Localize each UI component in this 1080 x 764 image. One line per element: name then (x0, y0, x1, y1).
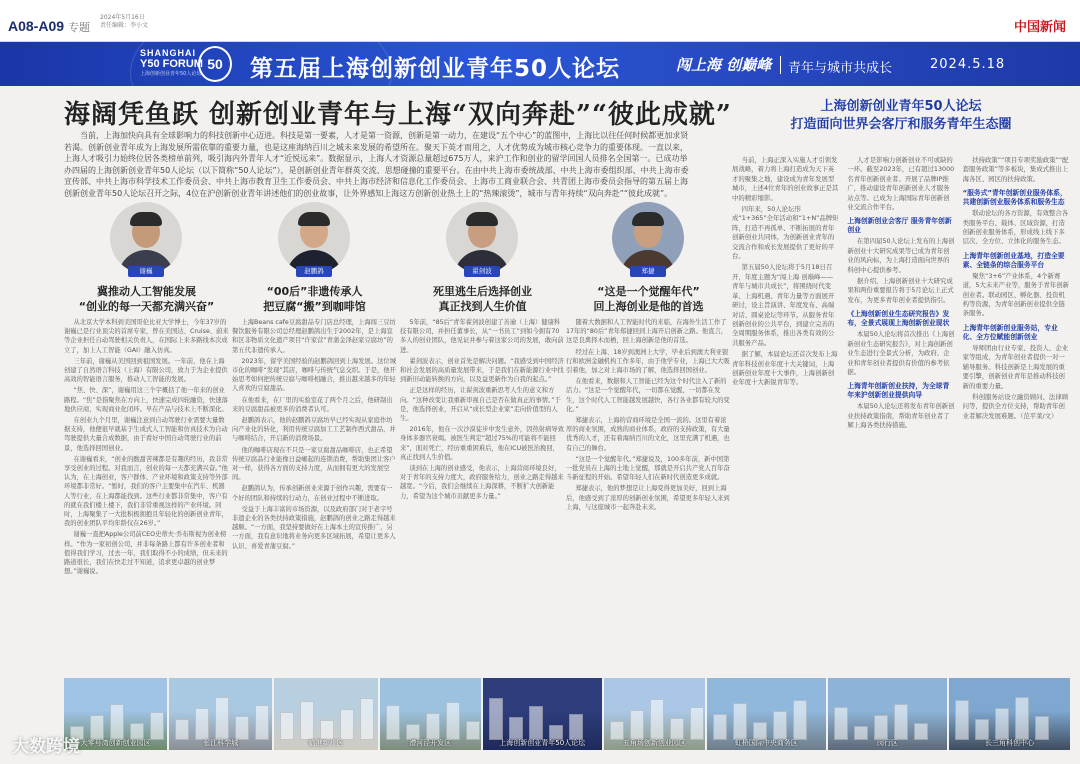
photo-caption: 长三角科创中心 (984, 739, 1034, 747)
building-shape (874, 715, 888, 740)
forum-banner (0, 42, 1080, 86)
portrait-photo (612, 202, 684, 274)
paragraph: 他的咖啡店现在不只是一家豆腐甜品咖啡店，也正希望传统豆腐品行业能像日益崛起的连锁消费，帮助集团让客户对一样，获得各方面的支持力度，从而拥有更大的发展空间。 (232, 446, 396, 482)
paragraph: 四年来，50人论坛形成“1+365”全年活动和“1+N”品牌矩阵，打造不再孤单、不断拓展的青年创新创业共同体，为创新创业青年的交流合作和成长发展提供了更好的平台。 (732, 205, 839, 261)
paragraph: 三年前，谢巍从美国回到祖国发展。一年前，他在上海创建了自然语言科技（上海）有限公司，致力于为企业提供高效的智能语言服务，推动人工智能的发展。 (64, 357, 228, 384)
banner-divider (780, 56, 781, 74)
building-shape (713, 714, 727, 740)
meta-editor: 责任编辑：李小文 (100, 22, 149, 29)
building-shape (489, 698, 503, 740)
building-shape (670, 718, 684, 740)
card-title (566, 284, 731, 314)
sidebar-subheading: 上海青年创新创业服务站，专业化、全方位赋能创新创业 (962, 323, 1058, 341)
building-shape (690, 707, 704, 740)
paragraph: 上海Beans cafe豆腐甜品专门店总经理，上海闯三豆坊餐饮服务有限公司总经理赵鹏鸽出生于2002年，是上海宣和区非物质文化遗产项目“许家营”青蒲金泽赵家豆腐坊”的第五代非遗传承人。 (232, 319, 396, 354)
paragraph: 据介绍，上海创新创业十大研究成果和两份重要报告将于5月论坛上正式发布，为更多青年创业者提供指引。 (847, 277, 954, 304)
paragraph: 翟剑波表示，创业首先是解决问题。“我感受到中国经济和社会发展的高质量发展带来，于是我们在新能源行业中找到新旧动能转换的方向，以及益更新作为自我的起点。” (400, 357, 564, 384)
photo-caption: 临港新片区 (308, 739, 344, 747)
watermark: 大数跨境 (12, 737, 80, 757)
sidebar-column (963, 156, 1070, 676)
profile-card (232, 202, 397, 658)
sidebar-column (732, 156, 839, 676)
sidebar-subheading: 上海青年创新创业基地，打造全要素、全链条的综合服务平台 (962, 251, 1065, 269)
card-title-line: 把豆腐“搬”到咖啡馆 (263, 300, 366, 313)
paragraph: 受益于上海丰富的市场资源，以及政府部门对于老字号非遗企业的各类扶持政策措施，赵鹏鸽的创业之路走得越来越顺。“一方面，我坚持要做好在上海本土的宣传推广，另一方面，我有意识地将业务向更多区域拓展，希望让更多人认识、喜爱青蒲豆腐。” (232, 505, 396, 550)
paragraph: 联动论坛的各方资源，有效整合各类服务平台、载体、区域资源，打造创新创业服务体系，形成线上线下多层次、全方位、立体化的服务生态。 (962, 209, 1069, 246)
paragraph: 赵鹏鸽表示，他的赵鹏鸽豆腐坊早已经实现从家庭作坊向产业化的转化，利用传统豆腐加工工艺制作西式甜品，并与咖啡结合，开启新的消费场景。 (232, 417, 396, 443)
paragraph: 在创业九个月里，谢巍注意到自动驾驶行业需要大量数据支持，他便很早就基于生成式人工智能和仿真技术为自动驾驶提供大量合成数据，由于看好中国自动驾驶行业的前景，他选择回国创业。 (64, 417, 228, 452)
building-shape (529, 706, 543, 740)
paragraph: 随着大数据和人工智能时代的来临，在海外生活工作了17年的“80后”青年郑捷回到上海开启创新之路。他直言，这是良禽择木而栖，回上海创新是他的首选。 (566, 319, 728, 345)
paragraph: 谢巍一直把Apple公司前CEO史蒂夫·乔布斯视为创业榜样。“作为一家初创公司，并非每条路上都有许多创业者和值得我们学习，过去一年，我们取得不小的成绩，但未来的路道很长，我们在快走过不知道，追求更卓越的创业梦想。”谢巍说。 (64, 531, 228, 576)
district-photo (949, 678, 1070, 750)
photo-caption: 张江科学城 (203, 739, 239, 747)
building-shape (300, 701, 314, 740)
portrait-photo (446, 202, 518, 274)
page-header (0, 0, 1080, 42)
building-shape (255, 705, 269, 740)
article-intro: 当前，上海加快向具有全球影响力的科技创新中心迈进。科技是第一要素，人才是第一资源，创新是第一动力，在建设“五个中心”的蓝图中，上海比以往任何时候都更加求贤若渴。创新创业青年成为上海发展所需依靠的重要力量，也是这座海纳百川之城未来发展的希望所在。聚天下英才而用之，人才优势成为城市核心竞争力的重要体现。一直以来，上海人才吸引力始终位居各类榜单前列，吸引海内外青年人才“近悦远来”。数据显示，上海人才资源总量超过675万人，来沪工作和创业的留学回国人员排名全国第一。已成功举办四届的上海创新创业青年50人论坛（以下简称“50人论坛”），是创新创业青年群英交流、思想碰撞的重要平台。在由中共上海市委统战部、中共上海市委组织部、中共上海市委宣传部、中共上海市科学技术工作委员会、中共上海市教育卫生工作委员会、中共上海市经济和信息化工作委员会、上海市工商业联合会、共青团上海市委员会指导的第五届上海创新创业青年50人论坛召开之际，4位在沪创新创业青年讲述他们的创业故事，让外界感知上海这方创新创业热土上的“热辣滚烫”，城市与青年持续“双向奔赴”“彼此成就”。 (64, 131, 689, 198)
card-body (232, 318, 397, 658)
building-shape (90, 715, 104, 740)
paragraph: 本届50人论坛将首次推出《上海创新创业生态研究报告》，对上海创新创业生态进行全景式分析，为政府、企业和青年创业者提供有价值的参考依据。 (847, 330, 955, 376)
sidebar-subheading: 上海青年创新创业扶持，为全球青年来沪创新创业提供向导 (847, 382, 950, 400)
sidebar-column (847, 156, 954, 676)
paragraph: 5年前，“85后”青年翟剑波创建了善逾（上海）健康科技有限公司，并担任董事长，从“一书员工”到如今拥有70多人的创业团队，他见证并参与着这家公司的发展，敢向前进。 (400, 319, 564, 354)
paragraph: 导师团由行业专家、投资人、企业家等组成，为青年创业者提供一对一辅导服务。科技创新是上海发展的重要引擎，创新创业青年是推动科技创新的重要力量。 (962, 343, 1069, 390)
building-shape (569, 714, 583, 740)
profile-card (566, 202, 731, 658)
building-shape (733, 703, 747, 740)
building-shape (110, 704, 124, 740)
paragraph: 赵鹏鸽认为，传承创新创业来源于创作兴趣，需要有一个好的团队和持续的行动力，在创业过程中不断进取。 (232, 485, 393, 502)
profile-card (400, 202, 565, 658)
paragraph: 扶持政策”“项目专项奖励政策”“配套服务政策”等多板块，集成式推出上海各区、园区的扶持政策。 (962, 156, 1069, 183)
card-body (400, 318, 565, 658)
building-shape (773, 711, 787, 740)
building-shape (834, 707, 848, 740)
paragraph: 谈到在上海的创业感受，他表示，上海营商环境良好，对于青年的支持力度大，政府服务给力，创业之路走得越来越宽。“今后，我们会继续在上海深耕，不断扩大创新能力，希望为这个城市贡献更多力量。” (400, 465, 564, 500)
banner-theme: 青年与城市共成长 (788, 61, 893, 76)
paragraph: 2023年，留学美国经验的赵鹏鸽回到上海发展。这位城市化的咖啡“发现”其店，咖啡与传统气息交织。于是，他开始思考如何把传统豆腐与咖啡相融合，推出越来越多的年轻人喜欢的豆腐甜品。 (232, 357, 396, 393)
sidebar-subheading: 上海创新创业会客厅 服务青年创新创业 (847, 217, 952, 235)
photo-caption: 五角场创新创业园区 (622, 739, 686, 747)
forum-logo-line1: SHANGHAI (140, 48, 197, 58)
building-shape (630, 710, 644, 740)
meta-date: 2024年5月16日 (100, 14, 145, 21)
photo-caption: 大零号湾创新创业园区 (80, 739, 151, 747)
paragraph: 郑捷表示，他的梦想是让上海变得更加美好，回到上海后，他感受到了浓厚的创新创业氛围，希望更多年轻人来到上海，与这座城市一起奔赴未来。 (566, 485, 730, 511)
paragraph: 经过在上海、18岁到澳洲上大学，毕业后到澳大利亚银行和欧洲金融机构工作多年，由于他学专业，上海已大大吸引着他，加之对上海市场的了解，他选择回国创业。 (566, 348, 730, 375)
photo-caption: 闵行区 (876, 739, 898, 747)
photo-strip (64, 678, 1070, 750)
building-shape (426, 713, 440, 740)
portrait-photo (278, 202, 350, 274)
paragraph: 科创服务站设立融资顾问、法律顾问等，提供全方位支持，帮助青年创业者解决发展难题。（范平莱/文） (962, 392, 1069, 420)
card-title-line: 死里逃生后选择创业 (433, 285, 532, 298)
building-shape (975, 719, 989, 740)
banner-slogan: 闯上海 创巅峰 (676, 56, 772, 74)
paragraph: 在他看来，在厂里的实验室花了两个月之后，他研制出来的豆腐甜品被更多的消费者认可。 (232, 396, 393, 413)
sidebar-title-line1: 上海创新创业青年50人论坛 (820, 99, 982, 114)
card-title-line: “这是一个觉醒年代” (597, 285, 700, 298)
paragraph: 在第四届50人论坛上发布的上海创新创业十大研究成果等已成为青年创业的风向标，为上海打造面向世界的科创中心提供参考。 (847, 237, 955, 274)
card-title (232, 284, 397, 314)
paragraph: 第五届50人论坛将于5月18日召开，年度主题为“闯上海 创巅峰——青年与城市共成长”，将围绕时代变革、上海机遇、青年力量等方面展开研讨，设主旨演讲、年度发布、高端对话、圆桌论坛等环节。从服务青年创新创业的公共平台，到建立完善的全周期服务体系，推出各类有效的公共服务产品。 (732, 263, 835, 347)
forum-logo-line2: Y50 FORUM (140, 58, 203, 70)
district-photo (828, 678, 947, 750)
name-tag: 赵鹏鸽 (296, 266, 332, 277)
card-body (64, 318, 229, 658)
card-title-line: 冀推动人工智能发展 (97, 285, 196, 298)
sidebar-subheading: 《上海创新创业生态研究报告》发布，全景式展现上海创新创业现状 (847, 310, 950, 328)
sidebar-article (732, 98, 1070, 678)
photo-caption: 上海创新创业青年50人论坛 (499, 739, 586, 747)
name-tag: 翟剑波 (464, 266, 500, 277)
district-photo (380, 678, 481, 750)
district-photo (707, 678, 826, 750)
paragraph: 在他看来，数据和人工智能已经为这个时代注入了新的活力。“这是一个觉醒年代，一切都在觉醒，一切都在发生，这个时代人工智能越发展越快，各行各业都有较大的变化。” (566, 378, 730, 413)
sidebar-subheading: “服务式”青年创新创业服务体系，共建创新创业服务体系和服务生态 (962, 189, 1067, 207)
building-shape (235, 716, 249, 740)
photo-caption: 漕河泾开发区 (409, 739, 452, 747)
card-body (566, 318, 731, 658)
photo-caption: 虹桥国际中央商务区 (734, 739, 798, 747)
building-shape (215, 697, 229, 740)
name-tag: 谢巍 (128, 266, 164, 277)
building-shape (1035, 716, 1049, 740)
sidebar-title-line2: 打造面向世界会客厅和服务青年生态圈 (790, 117, 1012, 132)
section-label: 专题 (68, 22, 91, 34)
paragraph: 聚焦“3+6”产业体系，4个新赛道，5大未来产业等，服务于青年创新创业者。联动园区、孵化器、投资机构等资源，为青年创新创业提供全链条服务。 (962, 271, 1069, 318)
portrait-photo (110, 202, 182, 274)
card-title-line: 回上海创业是他的首选 (593, 300, 704, 313)
paragraph: 郑捷表示，上海的营商环境是全国一流的。这里有着浓厚的商业氛围，成熟的商业体系，政府的支持政策，有大量优秀的人才，还有着海纳百川的文化，这里充满了机遇，也有自己的舞台。 (566, 417, 730, 452)
building-shape (995, 708, 1009, 740)
card-title (400, 284, 565, 314)
sidebar-columns (732, 156, 1070, 676)
district-photo (483, 678, 602, 750)
building-shape (175, 719, 189, 740)
page-meta (100, 14, 148, 30)
building-shape (509, 717, 523, 740)
building-shape (320, 720, 334, 740)
building-shape (793, 700, 807, 740)
paragraph: 在谢巍看来，“创业的酸甜苦辣都是有趣的经历，我非常享受创业的过程。对我而言，创业的每一天都充满兴奋。”他认为，在上海创业，客户群体、产业环境和政策支持等外部环境都非常好。“暂时，我们的客户主要集中在汽车、机器人等行业，在上海都能找到。这些行业都非常集中，客户有的就在我们楼上楼下，我们非常重视这样的产业环境。同时，上海聚集了一大批积极拥抱且年轻化的创新创业青年，我的创业团队平均年龄仅在26岁。” (64, 455, 228, 528)
district-photo (169, 678, 272, 750)
building-shape (280, 712, 294, 740)
building-shape (386, 705, 400, 740)
card-title-line: 真正找到人生价值 (438, 300, 527, 313)
article-headline: 海阔凭鱼跃 创新创业青年与上海“双向奔赴”“彼此成就” (64, 100, 732, 130)
name-tag: 郑捷 (630, 266, 666, 277)
building-shape (150, 712, 164, 740)
building-shape (894, 704, 908, 740)
page-number-text: A08-A09 (8, 18, 65, 34)
paragraph: “这是一个觉醒年代。”郑捷说及，100多年前，新中国第一批党员在上海的土地上觉醒，那就是开启共产党人百年奋斗新征程的开始。希望年轻人们在新时代创造更多成就。 (566, 455, 730, 482)
sidebar-title (732, 98, 1070, 134)
paragraph: 本届50人论坛还将发布青年创新创业扶持政策指南，帮助青年创业者了解上海各类扶持措施。 (847, 402, 955, 430)
paragraph: 人才是影响力创新创业不可或缺的一环。截至2023年，已有超过13000名青年创新创业者。开展了品牌IP推广，推动建设青年创新创业人才服务站点等。已成为上海国际青年创新创业交流合作平台。 (847, 156, 955, 212)
card-title-line: “创业的每一天都充满兴奋” (78, 300, 215, 313)
building-shape (360, 698, 374, 740)
card-title (64, 284, 229, 314)
banner-date: 2024.5.18 (930, 57, 1006, 72)
building-shape (446, 702, 460, 740)
fifty-emblem: 50 (198, 46, 232, 82)
paragraph: 据了解，本届论坛还首次发布上海青年科技创业年度十大关键词，上海创新创业年度十大事件，上海创新创业年度十大新锐青年等。 (732, 350, 838, 387)
banner-title: 第五届上海创新创业青年50人论坛 (250, 56, 621, 82)
building-shape (195, 708, 209, 740)
forum-logo-line3: 上海创新创业青年50人论坛 (140, 71, 202, 77)
building-shape (1015, 697, 1029, 740)
district-photo (274, 678, 377, 750)
building-shape (955, 700, 969, 740)
card-title-line: “00后”非遗传承人 (266, 285, 363, 298)
profile-card (64, 202, 229, 658)
paragraph: 2016年，他在一次沙漠徒步中发生意外，因热射病导致身体多器官衰竭。被医生判定“超过75%的可能将不能回来”，面对死亡，经历重重困难后，他在ICU被医治挽回，真正找到人生价值。 (400, 426, 564, 461)
paragraph: 当前，上海正深入实施人才引领发展战略，着力将上海打造成为天下英才的聚集之地，建设成为青年发展型城市，上述4位青年的创业故事正是其中的精彩缩影。 (732, 156, 839, 202)
paragraph: “焦、快、深”，谢巍用这三个字概括了他一年来的创业路程。“焦”是指聚焦在方向上，快速完成四轮融资，快速落地供应商，实现商业化闭环。早在产品与技术上不断深化。 (64, 387, 228, 413)
building-shape (340, 709, 354, 740)
page-number (8, 18, 90, 35)
building-shape (650, 699, 664, 740)
paragraph: 从北京大学本科到美国哥伦比亚大学博士，今年37岁的谢巍已是行业顶尖的首席专家，曾在美国达、Cruise、蔚来等企业担任自动驾驶相关负责人，在国际上来多路线本次成立了，加上人工智能（GAI）融入仿真。 (64, 319, 229, 354)
district-photo (604, 678, 705, 750)
paragraph: 正是这样的经历，让翟剑波重新思考人生的意义和方向。“这种改变让我重新审视自己是否在做真正的事情。”于是，他选择创业，开启从“成长型企业家”走向价值型的人生。 (400, 387, 561, 423)
newspaper-logo: 中国新闻 (1013, 19, 1066, 34)
